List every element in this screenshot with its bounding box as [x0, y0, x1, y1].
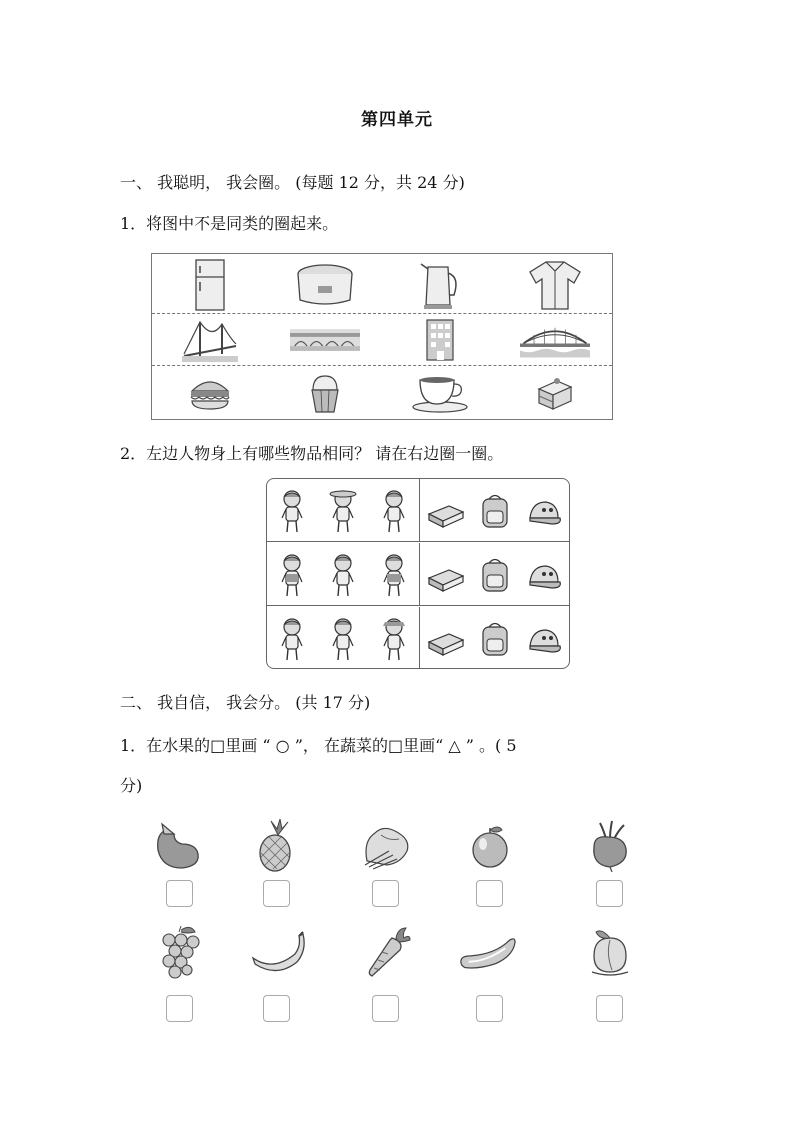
- answer-box[interactable]: [596, 995, 623, 1022]
- answer-box[interactable]: [596, 880, 623, 907]
- child-figure: [277, 616, 307, 662]
- rice-cooker-icon[interactable]: [290, 260, 360, 310]
- child-figure: [379, 552, 409, 598]
- carrot-icon: [357, 924, 417, 980]
- items-row-3: [267, 607, 569, 669]
- arch-bridge-icon[interactable]: [290, 315, 360, 365]
- children-group: [267, 479, 420, 542]
- answer-box[interactable]: [476, 880, 503, 907]
- answer-box[interactable]: [166, 880, 193, 907]
- teacup-icon[interactable]: [405, 368, 475, 418]
- banana-icon: [248, 924, 308, 980]
- arch-truss-bridge-icon[interactable]: [520, 315, 590, 365]
- cap-icon[interactable]: [524, 558, 564, 592]
- child-figure: [277, 552, 307, 598]
- book-icon[interactable]: [425, 620, 467, 658]
- grid-row-food: [152, 366, 612, 420]
- cake-slice-icon[interactable]: [520, 368, 590, 418]
- cabbage-icon: [357, 818, 417, 874]
- hamburger-icon[interactable]: [175, 368, 245, 418]
- child-figure: [328, 616, 358, 662]
- question-2-1-line-2: 分): [120, 776, 143, 795]
- items-row-1: [267, 479, 569, 542]
- child-figure: [277, 488, 307, 534]
- children-group: [267, 543, 420, 606]
- sorting-grid: [151, 253, 613, 420]
- question-2-1-line-1: 1．在水果的□里画 “ ○ ”， 在蔬菜的□里画“ △ ” 。( 5: [120, 736, 517, 755]
- book-icon[interactable]: [425, 492, 467, 530]
- backpack-icon[interactable]: [476, 555, 514, 595]
- answer-box[interactable]: [263, 880, 290, 907]
- cap-icon[interactable]: [524, 622, 564, 656]
- answer-box[interactable]: [476, 995, 503, 1022]
- pineapple-icon: [248, 818, 308, 874]
- building-icon[interactable]: [405, 315, 475, 365]
- child-figure: [379, 488, 409, 534]
- items-row-2: [267, 543, 569, 606]
- backpack-icon[interactable]: [476, 491, 514, 531]
- grapes-icon: [149, 924, 209, 980]
- grid-row-bridges: [152, 314, 612, 365]
- backpack-icon[interactable]: [476, 619, 514, 659]
- answer-box[interactable]: [263, 995, 290, 1022]
- answer-box[interactable]: [166, 995, 193, 1022]
- book-icon[interactable]: [425, 556, 467, 594]
- child-figure: [328, 488, 358, 534]
- peach-icon: [580, 924, 640, 980]
- items-grid: [266, 478, 570, 669]
- section-2-heading: 二、 我自信， 我会分。 (共 17 分): [120, 693, 371, 712]
- cucumber-icon: [457, 924, 517, 980]
- refrigerator-icon[interactable]: [175, 260, 245, 310]
- answer-box[interactable]: [372, 880, 399, 907]
- answer-box[interactable]: [372, 995, 399, 1022]
- eggplant-icon: [149, 818, 209, 874]
- cupcake-icon[interactable]: [290, 368, 360, 418]
- question-1-2: 2．左边人物身上有哪些物品相同？ 请在右边圈一圈。: [120, 444, 504, 463]
- child-figure: [328, 552, 358, 598]
- shirt-icon[interactable]: [520, 260, 590, 310]
- section-1-heading: 一、 我聪明， 我会圈。 (每题 12 分，共 24 分): [120, 173, 465, 192]
- grid-row-appliances: [152, 258, 612, 312]
- kettle-icon[interactable]: [405, 260, 475, 310]
- page-title: 第四单元: [361, 110, 433, 130]
- children-group: [267, 607, 420, 669]
- orange-icon: [460, 818, 520, 874]
- suspension-bridge-icon[interactable]: [175, 315, 245, 365]
- cap-icon[interactable]: [524, 494, 564, 528]
- question-1-1: 1．将图中不是同类的圈起来。: [120, 214, 339, 233]
- radish-icon: [580, 818, 640, 874]
- child-figure: [379, 616, 409, 662]
